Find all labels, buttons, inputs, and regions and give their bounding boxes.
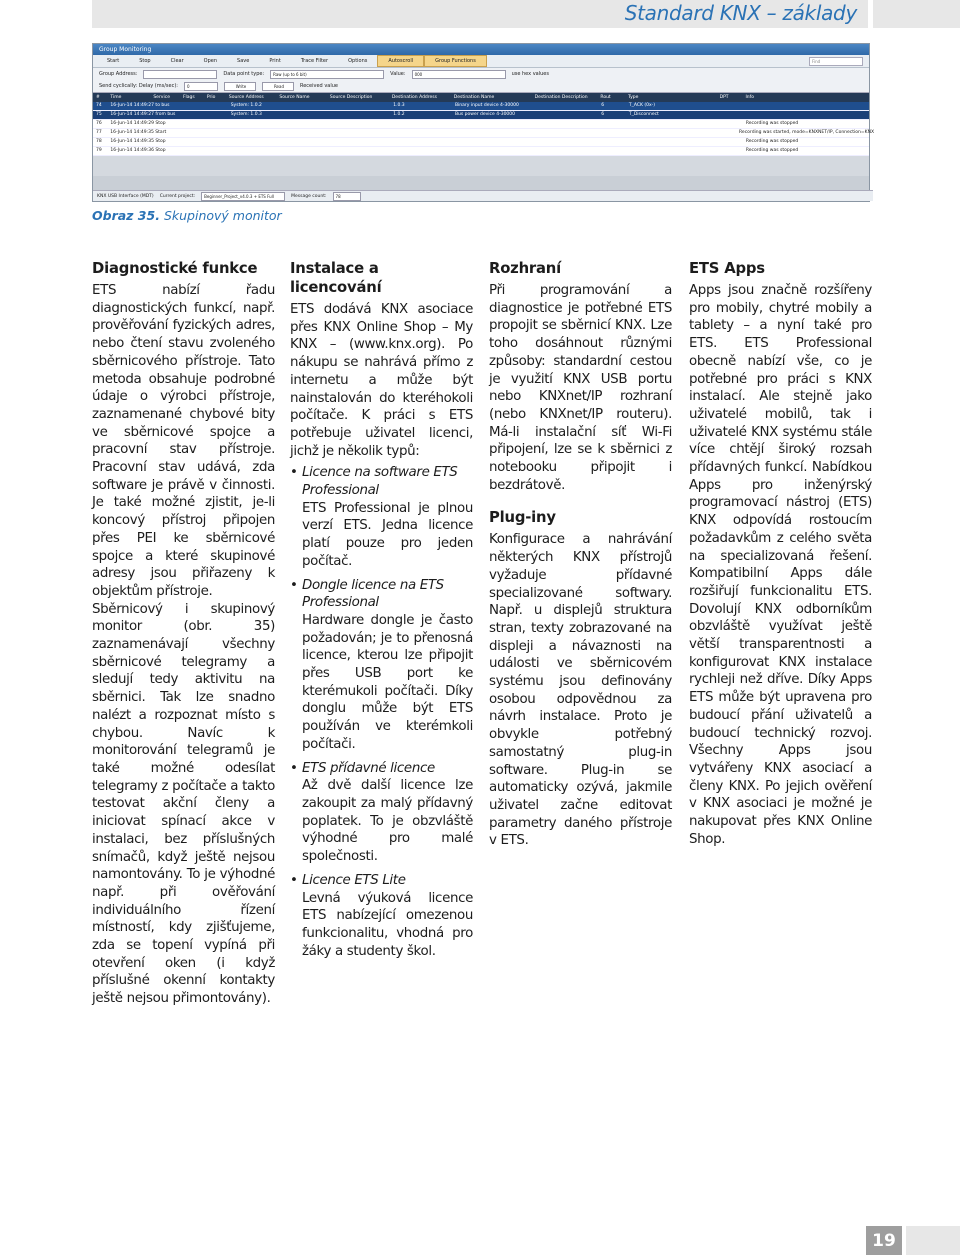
- table-cell: [277, 129, 327, 137]
- license-text: Hardware dongle je často požadován; je to přenosná licence, kterou lze připojit přes USB port ke kterémukoli počítači. Díky donglu může být ETS používán ve kterémkoli počítači.: [302, 612, 473, 752]
- table-cell: [205, 129, 227, 137]
- heading-interfaces: Rozhraní: [489, 260, 561, 277]
- table-cell: [743, 102, 869, 110]
- screenshot-window-title: Group Monitoring: [93, 44, 869, 55]
- screenshot-options-row: [93, 80, 869, 93]
- license-title: Dongle licence na ETS Professional: [302, 577, 444, 611]
- table-cell: [278, 120, 328, 128]
- screenshot-table: [93, 93, 875, 176]
- col-header: Info: [745, 95, 754, 100]
- plugins-text: Konfigurace a nahrávání některých KNX přístrojů vyžaduje přídavné specializované softwary. Např. u displejů struktura stran, texty zobrazované na displeji a návaznosti na události ve sběrnicovém systému jsou definovány osobou odpovědnou za návrh instalace. Proto je obvykle potřebný samostatný plug-in software. Plug-in se automaticky ozývá, jakmile uživatel začne editovat parametry daného přístroje v ETS.: [489, 532, 672, 849]
- table-cell: [228, 120, 278, 128]
- license-text: Levná výuková licence ETS nabízející omezenou funkcionalitu, vhodná pro žáky a studenty škol.: [302, 890, 473, 959]
- cyclic-label: Send cyclically: Delay (ms/sec):: [99, 83, 178, 89]
- caption-text: Skupinový monitor: [163, 208, 282, 223]
- table-cell: [228, 147, 278, 155]
- col-header: DPT: [719, 95, 729, 100]
- status-count-value: 78: [333, 192, 361, 201]
- table-cell: [152, 147, 182, 155]
- table-cell: [206, 120, 228, 128]
- table-cell: [682, 120, 717, 128]
- col-header: Destination Name: [453, 95, 495, 100]
- table-cell: [620, 129, 675, 137]
- value-box: 000: [412, 70, 506, 79]
- caption-label: Obraz 35.: [92, 208, 160, 223]
- page-number-strip: [906, 1226, 960, 1255]
- table-cell: System: 1.0.2: [230, 103, 262, 108]
- table-cell: [181, 129, 205, 137]
- table-cell: 16-Jun-14 14:49:27 from bus: [110, 112, 176, 117]
- dpt-label: Data point type:: [223, 71, 265, 77]
- license-text: ETS Professional je plnou verzí ETS. Jedna licence platí pouze pro jeden počítač.: [302, 500, 473, 569]
- group-address-label: Group Address:: [99, 71, 138, 77]
- table-row: [93, 120, 869, 129]
- table-cell: [390, 147, 452, 155]
- status-project-value: Beginner_Project_v4.0.3 + ETS Full: [201, 192, 285, 201]
- column-ets-apps: [689, 259, 872, 849]
- table-cell: 6: [601, 103, 605, 108]
- table-cell: [152, 102, 182, 110]
- toolbar-start: Start: [107, 58, 120, 64]
- table-cell: [682, 147, 717, 155]
- table-cell: 75: [96, 112, 102, 117]
- table-cell: Recording was stopped: [745, 121, 799, 126]
- table-cell: [182, 138, 206, 146]
- toolbar-trace-filter: Trace Filter: [300, 58, 329, 64]
- license-list: [290, 464, 473, 960]
- table-cell: [206, 147, 228, 155]
- diagnostics-paragraph-1: ETS nabízí řadu diagnostických funkcí, např. prověřování fyzických adres, nebo čtení stavu zvoleného sběrnicového přístroje. Tato metoda obsahuje podrobné údaje o výrobci přístroje, zaznamenané chybové bity ve sběrnicové spojce a pracovní stav přístroje. Pracovní stav udává, zda software je právě v činnosti. Je také možné zjistit, je-li koncový přístroj připojen přes PEI ke sběrnicové spojce a které skupinové adresy jsou přiřazeny k objektům přístroje.: [92, 283, 275, 599]
- write-button: Write: [224, 82, 256, 91]
- table-cell: [206, 138, 228, 146]
- table-cell: [328, 138, 390, 146]
- hex-label: use hex values: [511, 71, 549, 77]
- col-header: #: [96, 95, 100, 100]
- read-button: Read: [262, 82, 294, 91]
- table-cell: [328, 111, 390, 119]
- table-cell: Binary input device 4-30000: [454, 103, 519, 108]
- table-cell: [182, 120, 206, 128]
- table-cell: [278, 147, 328, 155]
- table-cell: [152, 129, 181, 137]
- table-row: [93, 138, 869, 147]
- value-label: Value:: [390, 71, 406, 77]
- table-cell: [626, 147, 682, 155]
- license-text: Až dvě další licence lze zakoupit za malý přídavný poplatek. To je obzvláště výhodné pro malé společnosti.: [302, 778, 473, 865]
- table-cell: [390, 120, 452, 128]
- table-cell: 16-Jun-14 14:49:27 to bus: [110, 103, 170, 108]
- column-interfaces: [489, 259, 672, 850]
- screenshot-filter-row: [93, 68, 869, 80]
- bullet-icon: •: [290, 465, 298, 481]
- table-cell: [452, 147, 533, 155]
- toolbar-open: Open: [203, 58, 218, 64]
- table-cell: [528, 129, 593, 137]
- table-cell: [328, 120, 390, 128]
- page-number: 19: [866, 1226, 902, 1255]
- table-cell: [206, 111, 228, 119]
- table-header: [93, 93, 869, 102]
- table-cell: [711, 129, 736, 137]
- table-body: [93, 102, 875, 176]
- table-cell: T_Disconnect: [628, 112, 659, 117]
- col-header: Service: [153, 95, 170, 100]
- license-item: [290, 760, 473, 866]
- interfaces-text: Při programování a diagnostice je potřebné ETS propojit se sběrnicí KNX. Lze toho dosáhnout různými způsoby: standardní cestou je využití KNX USB portu nebo KNXnet/IP rozhraní (nebo KNXnet/IP routeru). Má-li instalační síť Wi-Fi připojení, lze se k sběrnici z notebooku připojit i bezdrátově.: [489, 283, 672, 493]
- toolbar-group-functions: Group Functions: [424, 55, 487, 67]
- toolbar-options: Options: [348, 58, 368, 64]
- table-cell: [533, 102, 599, 110]
- table-cell: [682, 102, 717, 110]
- table-cell: Bus power device 4-30000: [454, 112, 516, 117]
- col-header: Flags: [182, 95, 195, 100]
- received-value: Received value: [299, 83, 338, 89]
- table-row: [93, 111, 869, 120]
- bullet-icon: •: [290, 577, 298, 593]
- table-cell: [743, 111, 869, 119]
- table-cell: [717, 111, 743, 119]
- table-cell: [206, 102, 228, 110]
- col-header: Source Address: [228, 95, 264, 100]
- table-cell: [390, 138, 452, 146]
- table-cell: [182, 147, 206, 155]
- status-project-label: Current project:: [159, 193, 196, 199]
- toolbar-clear: Clear: [170, 58, 184, 64]
- license-item: [290, 872, 473, 961]
- table-row: [93, 147, 869, 156]
- bullet-icon: •: [290, 760, 298, 776]
- table-row: [93, 102, 869, 111]
- col-header: Prio: [206, 95, 216, 100]
- status-count-label: Message count:: [291, 193, 327, 199]
- page-header-title: Standard KNX – základy: [624, 1, 857, 25]
- toolbar-save: Save: [237, 58, 250, 64]
- screenshot-status-bar: [93, 190, 873, 201]
- table-cell: [452, 120, 533, 128]
- licensing-intro: ETS dodává KNX asociace přes KNX Online Shop – My KNX – (www.knx.org). Po nákupu se nahrává přímo z internetu a může být nainstalován do kteréhokoli počítače. K práci s ETS potřebuje uživatel licenci, jichž je několik typů:: [290, 302, 473, 459]
- delay-box: 0: [184, 82, 218, 91]
- table-cell: 1.0.2: [393, 112, 405, 117]
- bullet-icon: •: [290, 872, 298, 888]
- group-address-box: [143, 70, 217, 79]
- table-cell: [328, 102, 390, 110]
- table-cell: [533, 111, 599, 119]
- table-cell: [152, 111, 182, 119]
- heading-diagnostics: Diagnostické funkce: [92, 260, 258, 277]
- status-interface: KNX USB Interface (MDT): [97, 193, 154, 199]
- license-item: [290, 577, 473, 754]
- col-header: Time: [110, 95, 122, 100]
- table-cell: 77: [96, 130, 102, 135]
- table-cell: [326, 129, 387, 137]
- license-item: [290, 464, 473, 570]
- table-cell: Recording was stopped: [745, 139, 799, 144]
- screenshot-search: Find: [809, 57, 863, 66]
- table-cell: [598, 138, 626, 146]
- table-cell: 16-Jun-14 14:49:29 Stop: [110, 121, 166, 126]
- table-cell: T_ACK (0x-): [628, 103, 656, 108]
- col-header: Type: [628, 95, 639, 100]
- table-cell: [182, 102, 206, 110]
- table-cell: [228, 138, 278, 146]
- table-cell: 74: [96, 103, 102, 108]
- table-cell: [717, 147, 743, 155]
- figure-caption: [92, 208, 282, 223]
- table-cell: Recording was started, mode=KNXNET/IP, Connection=KNX: [739, 130, 875, 135]
- table-cell: [278, 111, 328, 119]
- table-cell: [676, 129, 711, 137]
- table-cell: 6: [601, 112, 605, 117]
- group-monitor-screenshot: [92, 43, 875, 202]
- table-cell: [227, 129, 277, 137]
- toolbar-stop: Stop: [139, 58, 151, 64]
- table-cell: [152, 120, 182, 128]
- table-cell: [533, 138, 599, 146]
- table-row: [93, 129, 875, 138]
- table-cell: [626, 120, 682, 128]
- table-cell: [387, 129, 448, 137]
- col-header: [681, 93, 716, 102]
- table-cell: [278, 138, 328, 146]
- header-bar-right: [873, 0, 960, 28]
- column-diagnostics: [92, 259, 275, 1008]
- table-cell: [452, 138, 533, 146]
- ets-apps-text: Apps jsou značně rozšířeny pro mobily, chytré mobily a tablety – a nyní také pro ETS. ETS Professional obecně nabízí vše, co je potřebné pro práci s KNX instalací. Ale stejně jako uživatelé mobilů, tak i uživatelé KNX systému stále více chtějí široký rozsah přídavných funkcí. Nabídkou Apps pro inženýrský programovací nástroj (ETS) KNX odpovídá rostoucím požadavkům z celého světa na specializovaná řešení. Kompatibilní Apps dále rozšiřují funkcionalitu ETS. Dovolují KNX odborníkům obzvláště využívat ještě větší transparentnosti a konfigurovat KNX instalace rychleji než dříve. Díky Apps ETS může být upravena pro budoucí přání uživatelů a budoucí technický rozvoj. Všechny Apps jsou vytvářeny KNX asociací a členy KNX. Po jejich ověření v KNX asociaci je možné je nakupovat přes KNX Online Shop.: [689, 283, 872, 847]
- col-header: Source Name: [279, 95, 310, 100]
- table-cell: [682, 138, 717, 146]
- toolbar-print: Print: [269, 58, 281, 64]
- table-cell: [182, 111, 206, 119]
- table-cell: [278, 102, 328, 110]
- dpt-box: Raw (up to 6 bit): [270, 70, 384, 79]
- table-cell: [598, 147, 626, 155]
- column-licensing: [290, 259, 473, 966]
- table-cell: [152, 138, 182, 146]
- toolbar-autoscroll: Autoscroll: [377, 55, 424, 67]
- heading-licensing: Instalace a licencování: [290, 260, 382, 296]
- license-title: Licence ETS Lite: [302, 872, 406, 888]
- col-header: Rout: [600, 95, 611, 100]
- table-cell: [717, 102, 743, 110]
- table-cell: [682, 111, 717, 119]
- table-cell: [533, 120, 599, 128]
- table-cell: 16-Jun-14 14:49:36 Stop: [110, 148, 166, 153]
- table-cell: 79: [96, 148, 102, 153]
- table-cell: [717, 120, 743, 128]
- diagnostics-paragraph-2: Sběrnicový i skupinový monitor (obr. 35) zaznamenávají všechny sběrnicové telegramy a sledují tedy aktivitu na sběrnici. Tak lze snadno nalézt a rozpoznat místo s chybou. Navíc k monitorování telegramů je také možné odesílat telegramy z počítače a takto testovat akční členy a iniciovat spínací akce v instalaci, bez příslušných snímačů, když ještě nejsou namontovány. To je výhodné např. při ověřování individuálního řízení místností, kdy zjišťujeme, zda se topení vypíná při otevření oken (i když příslušné okenní kontakty ještě nejsou přimontovány).: [92, 601, 275, 1007]
- table-cell: Recording was stopped: [745, 148, 799, 153]
- table-cell: System: 1.0.3: [230, 112, 262, 117]
- heading-ets-apps: ETS Apps: [689, 260, 765, 277]
- table-cell: [328, 147, 390, 155]
- table-cell: 76: [96, 121, 102, 126]
- table-cell: 16-Jun-14 14:49:35 Start: [110, 130, 167, 135]
- license-title: Licence na software ETS Professional: [302, 465, 458, 499]
- table-cell: 1.0.3: [393, 103, 405, 108]
- heading-plugins: Plug-iny: [489, 509, 556, 527]
- col-header: Source Description: [329, 95, 373, 100]
- col-header: Destination Description: [534, 95, 588, 100]
- table-cell: [598, 120, 626, 128]
- table-cell: [717, 138, 743, 146]
- col-header: Destination Address: [391, 95, 437, 100]
- table-cell: 16-Jun-14 14:49:35 Stop: [110, 139, 166, 144]
- table-cell: [626, 138, 682, 146]
- table-cell: 78: [96, 139, 102, 144]
- screenshot-toolbar: [93, 55, 869, 68]
- table-cell: [448, 129, 528, 137]
- license-title: ETS přídavné licence: [302, 760, 435, 776]
- table-empty-area: [93, 156, 869, 176]
- table-cell: [533, 147, 599, 155]
- table-cell: [593, 129, 620, 137]
